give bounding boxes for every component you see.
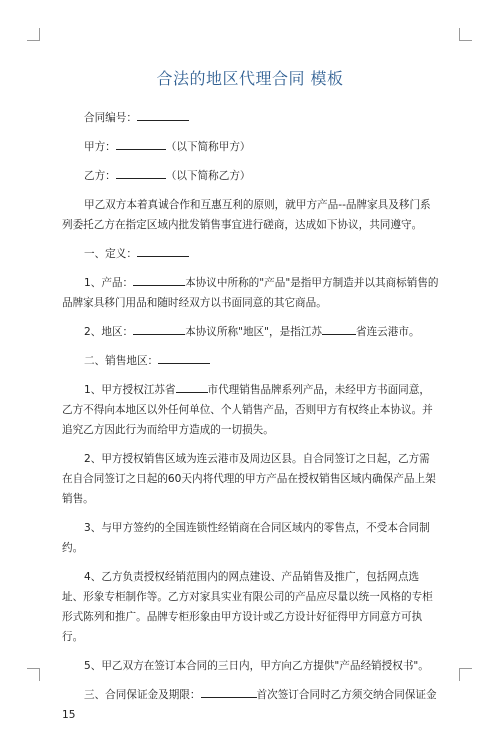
fill-in-blank	[158, 351, 210, 364]
fill-in-blank	[116, 137, 166, 150]
paragraph	[62, 380, 440, 440]
paragraph-text: 4、乙方负责授权经销范围内的网点建设、产品销售及推广，包括网点选址、形象专柜制作等。乙方对家具实业有限公司的产品应尽量以统一风格的专柜形式陈列和推广。品牌专柜形象由甲方设计或乙方设计好征得甲方同意方可执行。	[62, 571, 433, 643]
paragraph	[62, 449, 440, 509]
fill-in-blank	[322, 322, 356, 335]
paragraph	[62, 567, 440, 647]
paragraph-text: 合同编号：	[84, 112, 137, 124]
fill-in-blank	[137, 244, 189, 257]
fill-in-blank	[116, 166, 166, 179]
fill-in-blank	[133, 322, 185, 335]
document-body	[62, 108, 440, 734]
paragraph	[62, 137, 440, 157]
fill-in-blank	[201, 685, 257, 698]
paragraph-text: （以下简称乙方）	[165, 170, 251, 182]
paragraph-text: 三、合同保证金及期限：	[84, 689, 201, 701]
document-title: 合法的地区代理合同 模板	[156, 69, 344, 88]
paragraph	[62, 351, 440, 371]
paragraph	[62, 195, 440, 235]
crop-mark-bottom-right	[459, 668, 472, 681]
fill-in-blank	[133, 273, 185, 286]
paragraph	[62, 685, 440, 725]
crop-mark-top-left	[27, 28, 40, 41]
paragraph-text: 1、甲方授权江苏省	[84, 384, 176, 396]
paragraph-text: （以下简称甲方）	[165, 141, 251, 153]
fill-in-blank	[176, 380, 208, 393]
paragraph	[62, 656, 440, 676]
paragraph-text: 3、与甲方签约的全国连锁性经销商在合同区域内的零售点，不受本合同制约。	[62, 522, 430, 554]
paragraph-text: 2、地区：	[84, 326, 134, 338]
crop-mark-bottom-left	[27, 668, 40, 681]
paragraph	[62, 518, 440, 558]
fill-in-blank	[137, 108, 189, 121]
paragraph	[62, 273, 440, 313]
paragraph-text: 2、甲方授权销售区域为连云港市及周边区县。自合同签订之日起，乙方需在自合同签订之日起的60天内将代理的甲方产品在授权销售区域内确保产品上架销售。	[62, 453, 436, 505]
paragraph	[62, 322, 440, 342]
crop-mark-top-right	[459, 28, 472, 41]
paragraph-text: 一、定义：	[84, 248, 137, 260]
paragraph-text: 本协议中所称的"产品"是指甲方制造并以其商标销售的品牌家具移门用品和随时经双方以书面同意的其它商品。	[62, 277, 439, 309]
paragraph-text: 二、销售地区：	[84, 355, 159, 367]
paragraph-text: 省连云港市。	[356, 326, 420, 338]
paragraph-text: 5、甲乙双方在签订本合同的三日内，甲方向乙方提供"产品经销授权书"。	[84, 660, 429, 672]
paragraph-text: 1、产品：	[84, 277, 134, 289]
paragraph-text: 市代理销售品牌系列产品，未经甲方书面同意，乙方不得向本地区以外任何单位、个人销售产品，否则甲方有权终止本协议。并追究乙方因此行为而给甲方造成的一切损失。	[62, 384, 433, 436]
paragraph-text: 甲乙双方本着真诚合作和互惠互利的原则，就甲方产品--品牌家具及移门系列委托乙方在指定区域内批发销售事宜进行磋商，达成如下协议，共同遵守。	[62, 199, 431, 231]
paragraph-text: 甲方：	[84, 141, 116, 153]
paragraph	[62, 108, 440, 128]
paragraph-text: 本协议所称"地区"，是指江苏	[185, 326, 322, 338]
paragraph-text: 乙方：	[84, 170, 116, 182]
paragraph-text: 首次签订合同时乙方须交纳合同保证金15	[62, 689, 437, 721]
paragraph	[62, 244, 440, 264]
paragraph	[62, 166, 440, 186]
